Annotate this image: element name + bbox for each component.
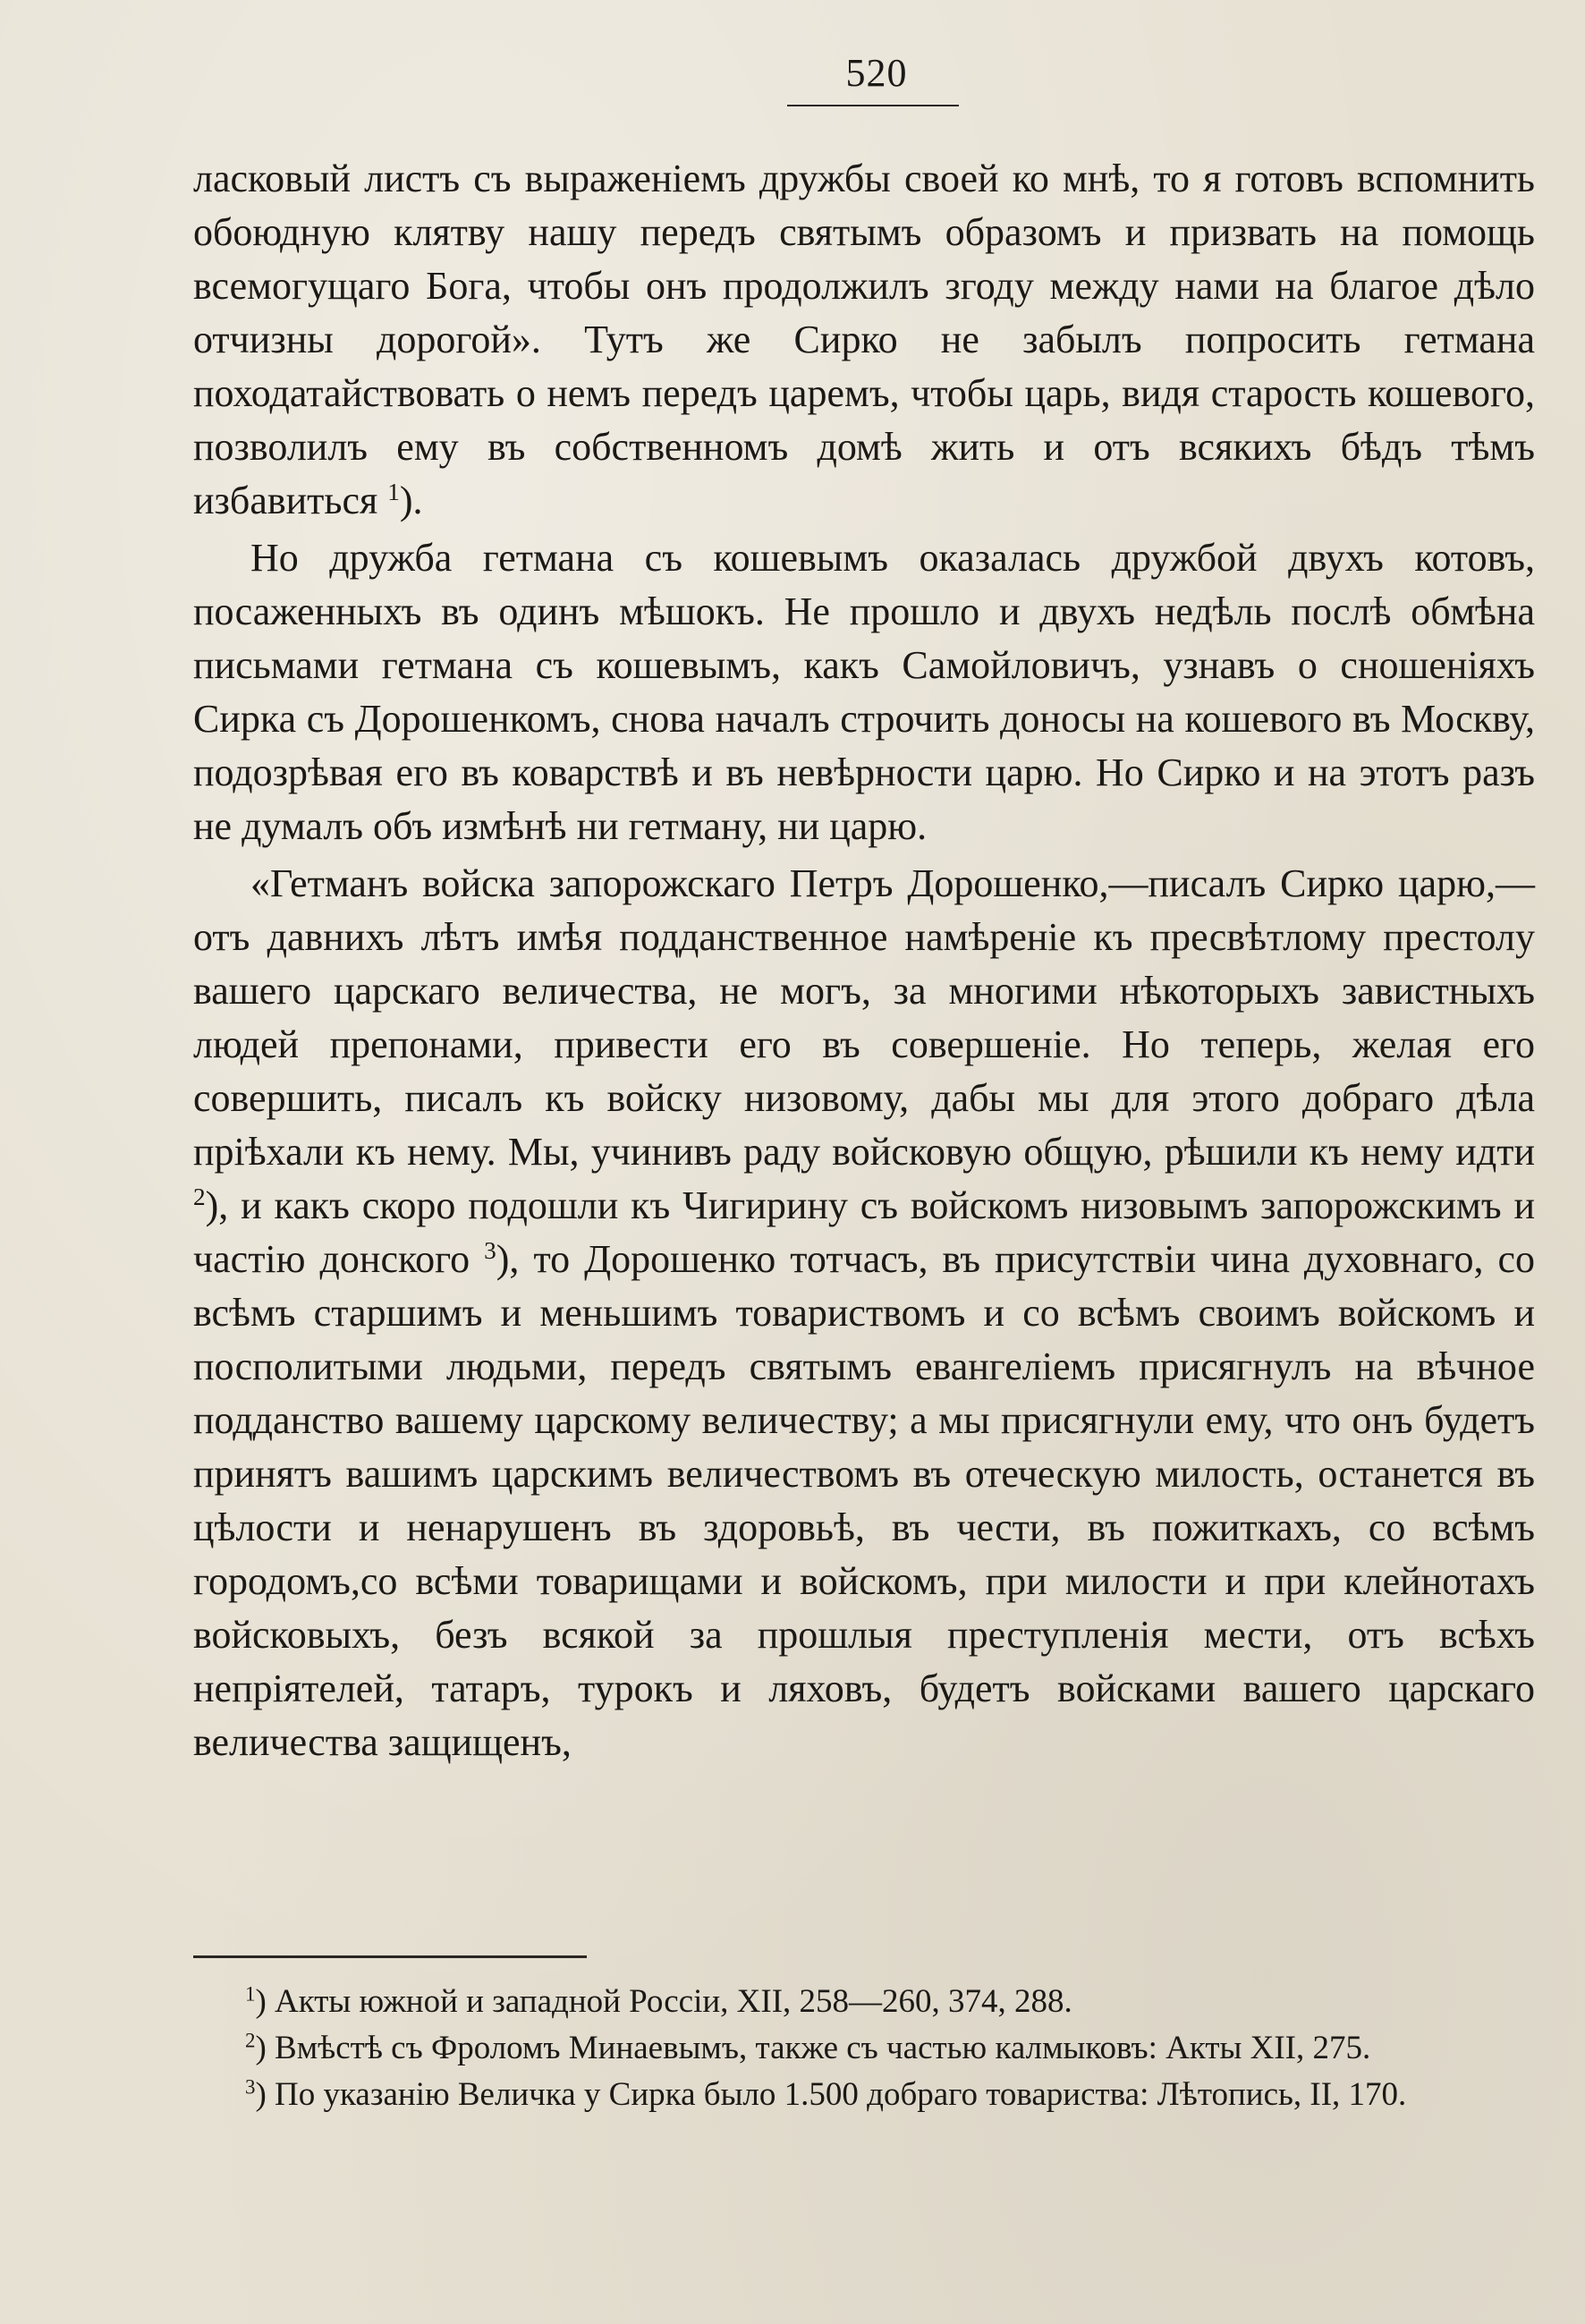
footnote-ref: 2 — [193, 1183, 206, 1210]
footnote-text: ) По указанію Величка у Сирка было 1.500 добраго товариства: Лѣтопись, II, 170. — [255, 2076, 1407, 2113]
footnote-mark: 1 — [245, 1982, 256, 2006]
footnote-ref: 3 — [484, 1237, 496, 1264]
paragraph-text: ласковый листъ съ выраженіемъ дружбы своей ко мнѣ, то я готовъ вспомнить обоюдную клятву нашу передъ святымъ образомъ и призвать на помощь всемогущаго Бога, чтобы онъ продолжилъ згоду между нами на благое дѣло отчизны дорогой». Тутъ же Сирко не забылъ попросить гетмана походатайствовать о немъ передъ царемъ, чтобы царь, видя старость кошевого, позволилъ ему въ собственномъ домѣ жить и отъ всякихъ бѣдъ тѣмъ избавиться — [193, 157, 1535, 522]
footnote-ref: 1 — [387, 479, 400, 505]
page-number-underline — [787, 105, 959, 106]
footnote-text: ) Вмѣстѣ съ Фроломъ Минаевымъ, также съ частью калмыковъ: Акты XII, 275. — [255, 2030, 1371, 2066]
footnote-text: ) Акты южной и западной Россіи, XII, 258—260, 374, 288. — [255, 1983, 1072, 2020]
paragraph: Но дружба гетмана съ кошевымъ оказалась дружбой двухъ котовъ, посаженныхъ въ одинъ мѣшокъ. Не прошло и двухъ недѣль послѣ обмѣна письмами гетмана съ кошевымъ, какъ Самойловичъ, узнавъ о сношеніяхъ Сирка съ Дорошенкомъ, снова началъ строчить доносы на кошевого въ Москву, подозрѣвая его въ коварствѣ и въ невѣрности царю. Но Сирко и на этотъ разъ не думалъ объ измѣнѣ ни гетману, ни царю. — [193, 536, 1535, 848]
paragraph-text: ), то Дорошенко тотчасъ, въ присутствіи чина духовнаго, со всѣмъ старшимъ и меньшимъ товариствомъ и со всѣмъ своимъ войскомъ и посполитыми людьми, передъ святымъ евангеліемъ присягнулъ на вѣчное подданство вашему царскому величеству; а мы присягнули ему, что онъ будетъ принятъ вашимъ царскимъ величествомъ въ отеческую милость, останется въ цѣлости и ненарушенъ въ здоровьѣ, въ чести, въ пожиткахъ, со всѣмъ городомъ,со всѣми товарищами и войскомъ, при милости и при клейнотахъ войсковыхъ, безъ всякой за прошлыя преступленія мести, отъ всѣхъ непріятелей, татаръ, турокъ и ляховъ, будетъ войсками вашего царскаго величества защищенъ, — [193, 1237, 1535, 1764]
footnote — [193, 2074, 1508, 2116]
footnote — [193, 1980, 1508, 2023]
main-text — [193, 152, 1535, 1773]
paragraph-text: ). — [399, 479, 423, 522]
paragraph — [193, 857, 1535, 1769]
footnote — [193, 2027, 1508, 2070]
footnote-mark: 3 — [245, 2075, 256, 2099]
footnote-mark: 2 — [245, 2029, 256, 2052]
paragraph-text: «Гетманъ войска запорожскаго Петръ Дорошенко,—писалъ Сирко царю,—отъ давнихъ лѣтъ имѣя подданственное намѣреніе къ пресвѣтлому престолу вашего царскаго величества, не могъ, за многими нѣкоторыхъ завистныхъ людей препонами, привести его въ совершеніе. Но теперь, желая его совершить, писалъ къ войску низовому, дабы мы для этого добраго дѣла пріѣхали къ нему. Мы, учинивъ раду войсковую общую, рѣшили къ нему идти — [193, 861, 1535, 1174]
paragraph-text: ), и какъ скоро подошли къ Чигирину съ войскомъ низовымъ запорожскимъ и частію донского — [193, 1183, 1535, 1281]
page-number: 520 — [845, 51, 908, 95]
footnote-separator — [193, 1955, 587, 1958]
paragraph — [193, 152, 1535, 528]
footnotes — [193, 1980, 1508, 2120]
